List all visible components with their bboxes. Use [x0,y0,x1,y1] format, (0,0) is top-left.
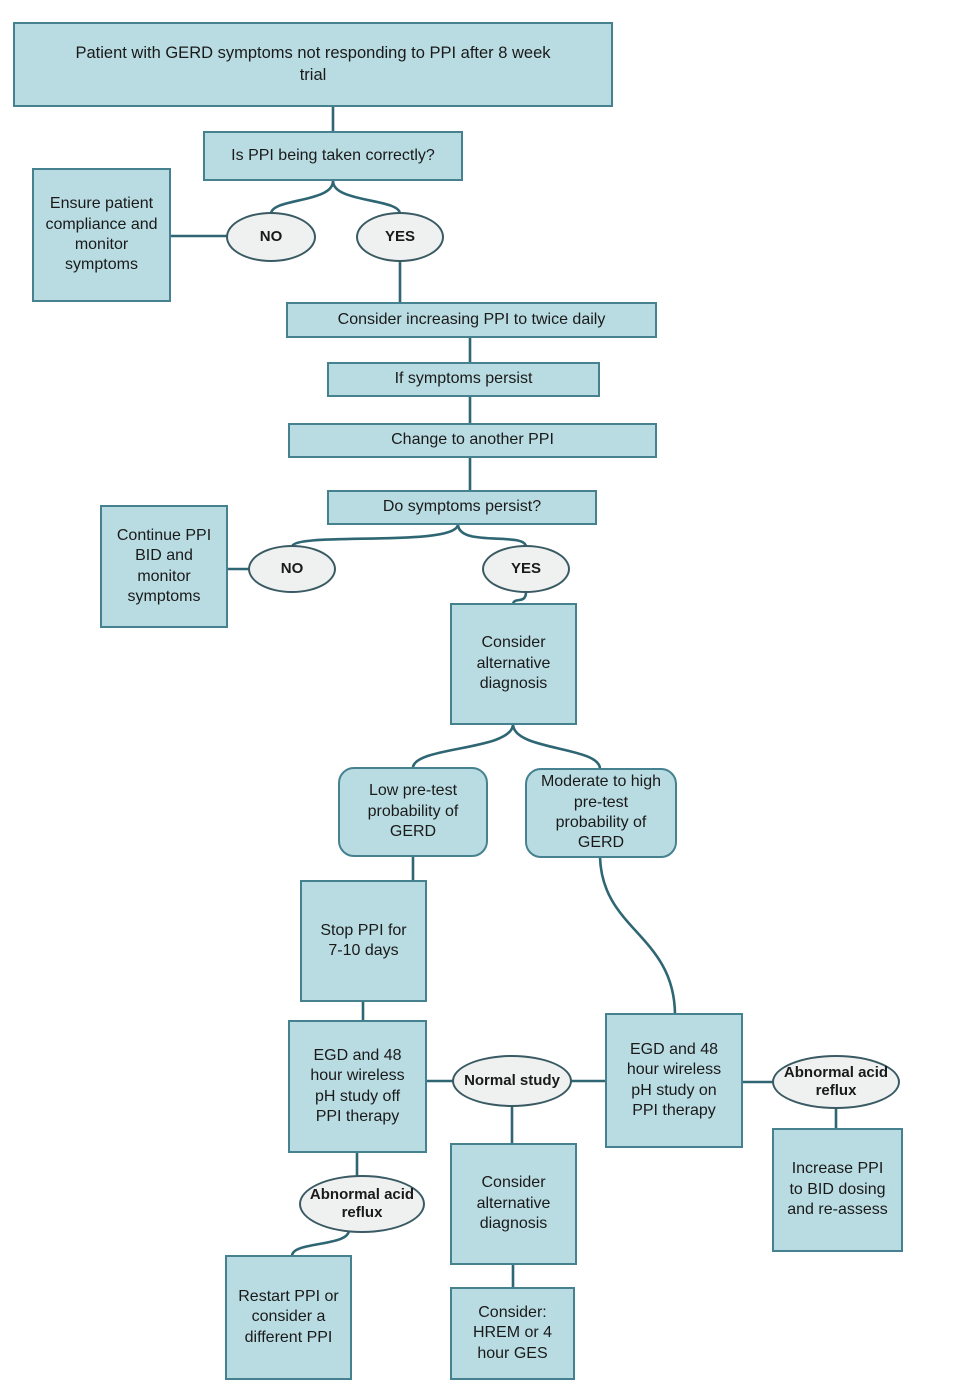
node-patient-gerd-start-label: Patient with GERD symptoms not responding to PPI after 8 week trial [75,44,551,84]
node-low-pretest-probability-label: Low pre-test probability of GERD [367,782,459,841]
node-is-ppi-taken-correctly-label: Is PPI being taken correctly? [231,146,435,164]
node-egd-off-ppi-label: EGD and 48 hour wireless pH study off PPI therapy [310,1046,405,1125]
node-increase-ppi-bid-reassess [772,1128,903,1252]
decision-abnormal-acid-reflux-right-label: Abnormal acid reflux [783,1064,889,1099]
node-change-to-another-ppi [288,423,657,458]
decision-normal-study [452,1055,572,1107]
decision-yes-2-label: YES [510,560,541,577]
node-restart-ppi-label: Restart PPI or consider a different PPI [238,1287,339,1346]
node-ensure-compliance [32,168,171,302]
node-change-to-another-ppi-label: Change to another PPI [391,431,554,449]
node-increase-ppi-bid-reassess-label: Increase PPI to BID dosing and re-assess [787,1160,888,1219]
decision-normal-study-label: Normal study [464,1072,560,1089]
node-do-symptoms-persist-label: Do symptoms persist? [382,498,542,516]
decision-yes-1-label: YES [384,228,415,245]
node-continue-ppi-bid [100,505,228,628]
decision-abnormal-acid-reflux-left-label: Abnormal acid reflux [309,1186,415,1221]
node-egd-off-ppi [288,1020,427,1153]
decision-yes-2 [482,545,570,593]
node-ensure-compliance-label: Ensure patient compliance and monitor symptoms [45,195,158,274]
decision-no-1 [226,212,316,262]
node-consider-alternative-diagnosis-2-label: Consider alternative diagnosis [476,1174,551,1233]
node-is-ppi-taken-correctly [203,131,463,181]
node-increase-ppi-twice-daily [286,302,657,338]
decision-no-1-label: NO [259,228,283,245]
node-consider-alternative-diagnosis-2 [450,1143,577,1265]
node-if-symptoms-persist [327,362,600,397]
node-increase-ppi-twice-daily-label: Consider increasing PPI to twice daily [337,310,606,328]
node-egd-on-ppi [605,1013,743,1148]
node-stop-ppi [300,880,427,1002]
node-patient-gerd-start [13,22,613,107]
node-consider-alternative-diagnosis-1 [450,603,577,725]
node-restart-ppi [225,1255,352,1380]
node-stop-ppi-label: Stop PPI for 7-10 days [320,921,407,959]
node-egd-on-ppi-label: EGD and 48 hour wireless pH study on PPI therapy [626,1040,722,1119]
decision-yes-1 [356,212,444,262]
node-moderate-high-pretest-probability-label: Moderate to high pre-test probability of GERD [540,773,662,852]
decision-no-2-label: NO [280,560,304,577]
node-continue-ppi-bid-label: Continue PPI BID and monitor symptoms [116,526,212,605]
node-if-symptoms-persist-label: If symptoms persist [394,370,533,388]
node-low-pretest-probability [338,767,488,857]
node-consider-alternative-diagnosis-1-label: Consider alternative diagnosis [476,634,551,693]
node-consider-hrem-ges [450,1287,575,1380]
decision-abnormal-acid-reflux-left [299,1175,425,1233]
node-moderate-high-pretest-probability [525,768,677,858]
decision-abnormal-acid-reflux-right [772,1055,900,1109]
decision-no-2 [248,545,336,593]
node-do-symptoms-persist [327,490,597,525]
node-consider-hrem-ges-label: Consider: HREM or 4 hour GES [472,1303,553,1362]
